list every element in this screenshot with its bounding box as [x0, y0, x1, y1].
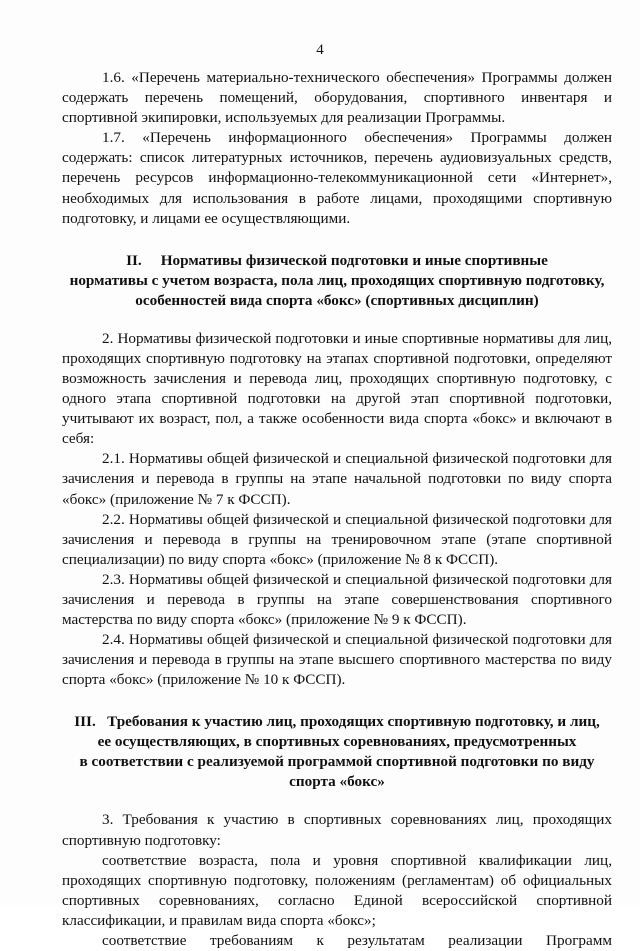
- paragraph-3-item-2: соответствие требованиям к результатам реализации Программ: [102, 932, 612, 949]
- paragraph-1-6: 1.6. «Перечень материально-технического обеспечения» Программы должен содержать перечень помещений, оборудования, спортивного инвентаря и спортивной экипировки, используемых для реализации Программы.: [62, 69, 612, 127]
- section-2-heading-line: II. Нормативы физической подготовки и иные спортивные: [126, 251, 548, 269]
- paragraph-1-7: 1.7. «Перечень информационного обеспечения» Программы должен содержать: список литературных источников, перечень аудиовизуальных средств, перечень ресурсов информационно-телекоммуникационной сети «Интернет», необходимых для использования в работе лицами, проходящими спортивную подготовку, и лицами ее осуществляющими.: [62, 129, 612, 227]
- section-3-heading-line: ее осуществляющих, в спортивных соревнованиях, предусмотренных: [97, 733, 577, 751]
- section-2-heading-line: особенностей вида спорта «бокс» (спортивных дисциплин): [135, 291, 539, 309]
- paragraph-2-3: 2.3. Нормативы общей физической и специальной физической подготовки для зачисления и перевода в группы на этапе совершенствования спортивного мастерства по виду спорта «бокс» (приложение № 9 к ФССП).: [62, 570, 612, 629]
- paragraph-2: 2. Нормативы физической подготовки и иные спортивные нормативы для лиц, проходящих спортивную подготовку на этапах спортивной подготовки, определяют возможность зачисления и перевода лиц, проходящих спортивную подготовку, с одного этапа спортивной подготовки на другой этап спортивной подготовки, учитывают их возраст, пол, а также особенности вида спорта «бокс» и включают в себя:: [62, 329, 612, 448]
- paragraph-3-item-1: соответствие возраста, пола и уровня спортивной квалификации лиц, проходящих спортивную подготовку, положениям (регламентам) об официальных спортивных соревнованиях, согласно Единой всероссийской спортивной классификации, и правилам вида спорта «бокс»;: [62, 851, 612, 929]
- paragraph-2-2: 2.2. Нормативы общей физической и специальной физической подготовки для зачисления и перевода в группы на тренировочном этапе (этапе спортивной специализации) по виду спорта «бокс» (приложение № 8 к ФССП).: [62, 510, 612, 568]
- section-2-heading: [62, 251, 612, 311]
- paragraph-3: 3. Требования к участию в спортивных соревнованиях лиц, проходящих спортивную подготовку:: [62, 811, 612, 849]
- section-3-heading: [62, 712, 612, 792]
- section-3-heading-line: в соответствии с реализуемой программой спортивной подготовки по виду: [79, 753, 595, 771]
- paragraph-2-1: 2.1. Нормативы общей физической и специальной физической подготовки для зачисления и перевода в группы на этапе начальной подготовки по виду спорта «бокс» (приложение № 7 к ФССП).: [62, 450, 612, 508]
- document-body: [62, 68, 612, 951]
- section-2-heading-line: нормативы с учетом возраста, пола лиц, проходящих спортивную подготовку,: [69, 271, 605, 289]
- section-3-heading-line: III. Требования к участию лиц, проходящих спортивную подготовку, и лиц,: [74, 713, 600, 731]
- page-number: 4: [316, 42, 324, 58]
- section-3-heading-line: спорта «бокс»: [289, 773, 385, 791]
- paragraph-2-4: 2.4. Нормативы общей физической и специальной физической подготовки для зачисления и перевода в группы на этапе высшего спортивного мастерства по виду спорта «бокс» (приложение № 10 к ФССП).: [62, 631, 612, 689]
